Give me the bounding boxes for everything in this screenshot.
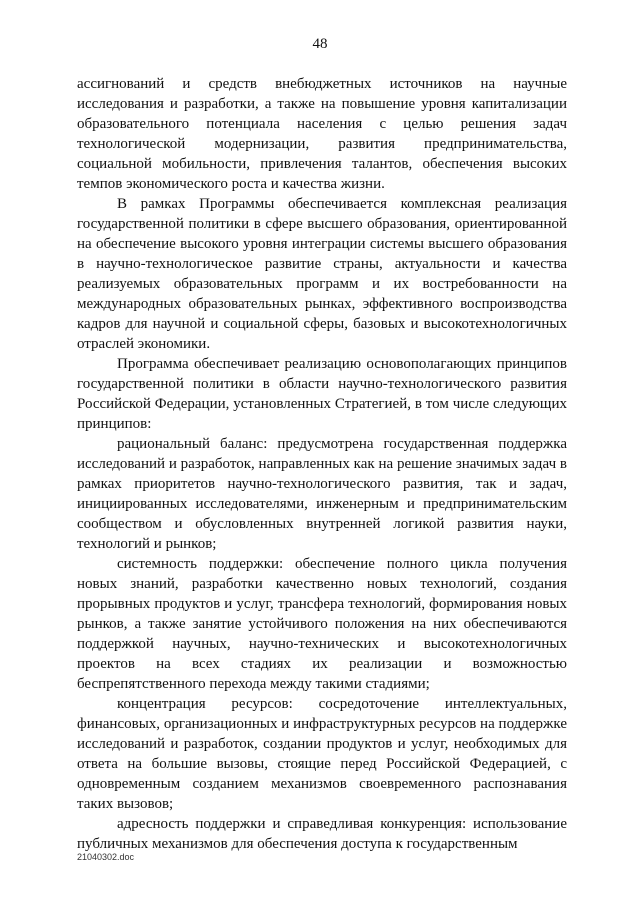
page-number: 48 xyxy=(312,36,328,52)
paragraph-program-higher-education: В рамках Программы обеспечивается комплексная реализация государственной политики в сфере высшего образования, ориентированной на обеспечение высокого уровня интеграции системы высшего образования в научно-технологическое развитие страны, актуальности и качества реализуемых образовательных программ и их востребованности на международных образовательных рынках, эффективного воспроизводства кадров для научной и социальной сферы, базовых и высокотехнологичных отраслей экономики. xyxy=(77,196,567,352)
document-file-code: 21040302.doc xyxy=(77,852,135,862)
paragraph-targeted-support: адресность поддержки и справедливая конкуренция: использование публичных механизмов для обеспечения доступа к государственным xyxy=(77,816,567,852)
paragraph-principles-intro: Программа обеспечивает реализацию основополагающих принципов государственной политики в области научно-технологического развития Российской Федерации, установленных Стратегией, в том числе следующих принципов: xyxy=(77,356,567,432)
paragraph-rational-balance: рациональный баланс: предусмотрена государственная поддержка исследований и разработок, направленных как на решение значимых задач в рамках приоритетов научно-технологического развития, так и задач, инициированных исследователями, инженерным и предпринимательским сообществом и обусловленных внутренней логикой развития науки, технологий и рынков; xyxy=(77,436,567,552)
paragraph-resource-concentration: концентрация ресурсов: сосредоточение интеллектуальных, финансовых, организационных и инфраструктурных ресурсов на поддержке исследований и разработок, создании продуктов и услуг, необходимых для ответа на большие вызовы, стоящие перед Российской Федерацией, с одновременным созданием механизмов своевременного распознавания таких вызовов; xyxy=(77,696,567,812)
paragraph-continuation: ассигнований и средств внебюджетных источников на научные исследования и разработки, а также на повышение уровня капитализации образовательного потенциала населения с целью решения задач технологической модернизации, развития предпринимательства, социальной мобильности, привлечения талантов, обеспечения высоких темпов экономического роста и качества жизни. xyxy=(77,76,567,192)
document-body xyxy=(77,74,567,854)
paragraph-systemic-support: системность поддержки: обеспечение полного цикла получения новых знаний, разработки качественно новых технологий, создания прорывных продуктов и услуг, трансфера технологий, формирования новых рынков, а также занятие устойчивого положения на них обеспечиваются поддержкой научных, научно-технических и высокотехнологичных проектов на всех стадиях их реализации и возможностью беспрепятственного перехода между такими стадиями; xyxy=(77,556,567,692)
